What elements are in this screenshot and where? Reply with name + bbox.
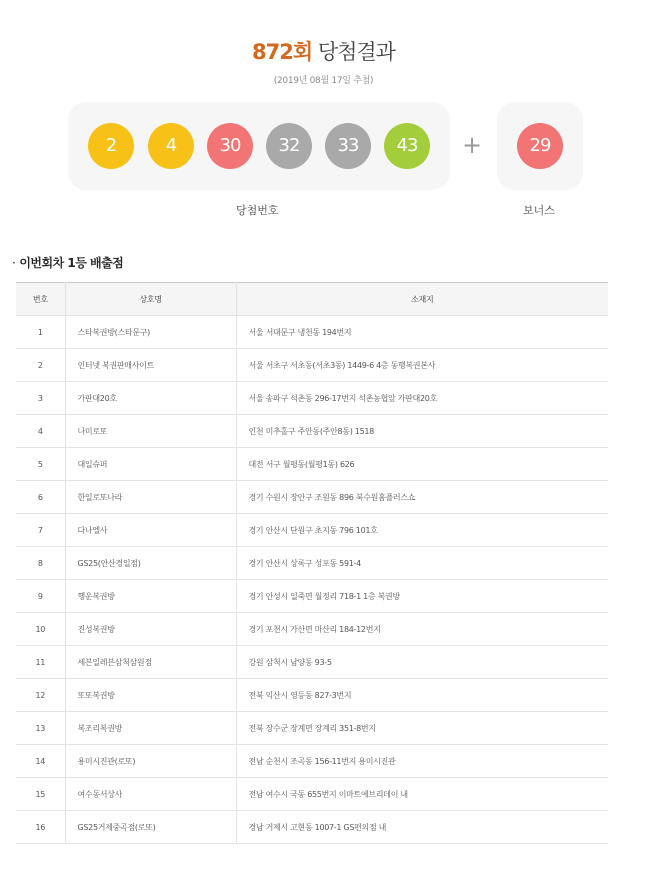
row-number: 3 <box>16 382 65 415</box>
shop-name: GS25(안산경일점) <box>65 547 236 580</box>
shop-name: 또또복권방 <box>65 679 236 712</box>
round-number: 872회 <box>252 40 313 64</box>
row-number: 16 <box>16 811 65 844</box>
section-title-text: 이번회차 1등 배출점 <box>19 256 124 270</box>
table-row <box>16 580 608 613</box>
shop-address: 강원 삼척시 남양동 93-5 <box>236 646 608 679</box>
section-bullet: · <box>12 256 16 270</box>
bonus-number-box <box>497 102 583 190</box>
shop-address: 전북 장수군 장계면 장계리 351-8번지 <box>236 712 608 745</box>
shop-name: 스타복권방(스타문구) <box>65 316 236 349</box>
shop-name: 복조리복권방 <box>65 712 236 745</box>
table-row <box>16 448 608 481</box>
shop-name: 용미시진관(로또) <box>65 745 236 778</box>
shop-name: 행운복권방 <box>65 580 236 613</box>
winning-numbers-caption: 당첨번호 <box>236 204 279 217</box>
shop-name: 한일로또나라 <box>65 481 236 514</box>
row-number: 12 <box>16 679 65 712</box>
row-number: 5 <box>16 448 65 481</box>
winning-ball-2: 4 <box>148 123 194 169</box>
table-row <box>16 811 608 844</box>
winning-ball-1: 2 <box>88 123 134 169</box>
shop-address: 전남 여수시 국동 655번지 이마트에브리데이 내 <box>236 778 608 811</box>
table-row <box>16 349 608 382</box>
header-number: 번호 <box>16 283 65 316</box>
shop-name: 여수동서상사 <box>65 778 236 811</box>
row-number: 7 <box>16 514 65 547</box>
table-row <box>16 745 608 778</box>
table-row <box>16 415 608 448</box>
shop-name: 가판대20호 <box>65 382 236 415</box>
table-row <box>16 646 608 679</box>
shop-name: GS25거제중곡점(로또) <box>65 811 236 844</box>
shop-name: 대일슈퍼 <box>65 448 236 481</box>
winning-shops-table <box>16 282 608 844</box>
shop-name: 진성복권방 <box>65 613 236 646</box>
shop-address: 대전 서구 월평동(월평1동) 626 <box>236 448 608 481</box>
row-number: 6 <box>16 481 65 514</box>
shop-name: 세븐일레븐삼척삼원점 <box>65 646 236 679</box>
page-title <box>0 36 647 66</box>
section-title <box>12 254 123 271</box>
shop-address: 경남 거제시 고현동 1007-1 GS편의점 내 <box>236 811 608 844</box>
title-suffix: 당첨결과 <box>312 40 395 64</box>
winning-numbers-box <box>68 102 450 190</box>
table-row <box>16 778 608 811</box>
winning-ball-6: 43 <box>384 123 430 169</box>
shop-address: 경기 포천시 가산면 마산리 184-12번지 <box>236 613 608 646</box>
header-shop-name: 상호명 <box>65 283 236 316</box>
shop-address: 경기 수원시 장안구 조원동 896 북수원홈플러스쇼 <box>236 481 608 514</box>
shop-address: 서울 송파구 석촌동 296-17번지 석촌농협앞 가판대20호 <box>236 382 608 415</box>
table-header-row <box>16 283 608 316</box>
shop-address: 경기 안성시 일죽면 월정리 718-1 1층 복권방 <box>236 580 608 613</box>
row-number: 2 <box>16 349 65 382</box>
winning-ball-4: 32 <box>266 123 312 169</box>
row-number: 13 <box>16 712 65 745</box>
table-row <box>16 547 608 580</box>
shop-address: 경기 안산시 단원구 초지동 796 101호 <box>236 514 608 547</box>
row-number: 15 <box>16 778 65 811</box>
table-row <box>16 316 608 349</box>
table-row <box>16 679 608 712</box>
winning-ball-5: 33 <box>325 123 371 169</box>
table-row <box>16 481 608 514</box>
shop-address: 서울 서대문구 냉천동 194번지 <box>236 316 608 349</box>
result-header <box>0 36 647 86</box>
bonus-ball: 29 <box>517 123 563 169</box>
row-number: 9 <box>16 580 65 613</box>
shop-name: 인터넷 복권판매사이트 <box>65 349 236 382</box>
shop-name: 나미로또 <box>65 415 236 448</box>
bonus-caption: 보너스 <box>523 204 555 217</box>
shop-name: 다나엘사 <box>65 514 236 547</box>
shop-address: 서울 서초구 서초동(서초3동) 1449-6 4층 동행복권본사 <box>236 349 608 382</box>
shop-address: 경기 안산시 상록구 성포동 591-4 <box>236 547 608 580</box>
shop-address: 인천 미추홀구 주안동(주안8동) 1518 <box>236 415 608 448</box>
row-number: 14 <box>16 745 65 778</box>
shop-address: 전남 순천시 조곡동 156-11번지 용미시진관 <box>236 745 608 778</box>
header-address: 소재지 <box>236 283 608 316</box>
row-number: 8 <box>16 547 65 580</box>
table-row <box>16 613 608 646</box>
plus-sign: + <box>462 131 483 159</box>
row-number: 11 <box>16 646 65 679</box>
table-row <box>16 514 608 547</box>
row-number: 10 <box>16 613 65 646</box>
table-row <box>16 382 608 415</box>
shop-address: 전북 익산시 영등동 827-3번지 <box>236 679 608 712</box>
row-number: 4 <box>16 415 65 448</box>
row-number: 1 <box>16 316 65 349</box>
winning-ball-3: 30 <box>207 123 253 169</box>
draw-date: (2019년 08월 17일 추첨) <box>273 76 374 86</box>
table-row <box>16 712 608 745</box>
